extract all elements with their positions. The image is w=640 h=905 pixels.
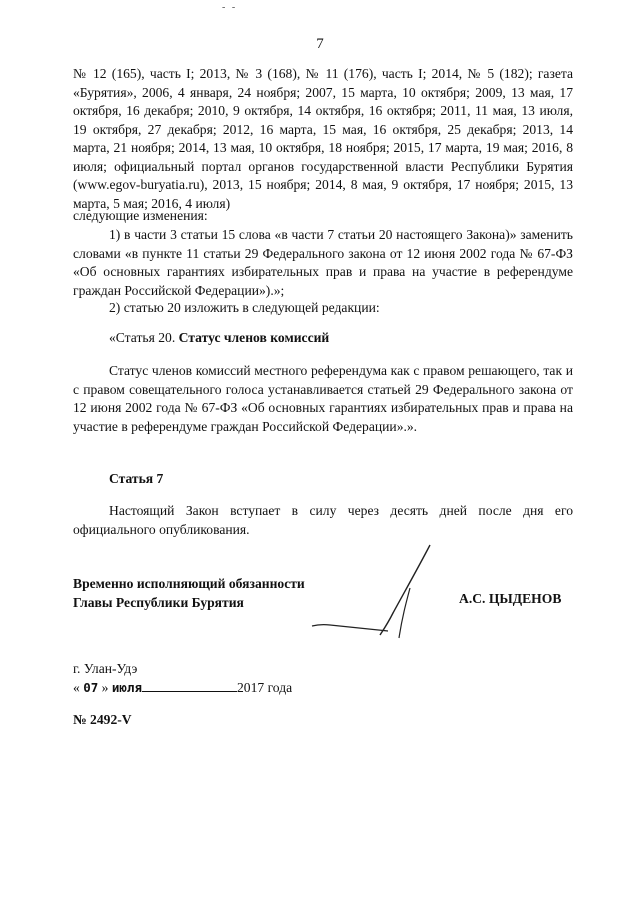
city: г. Улан-Удэ bbox=[73, 661, 138, 676]
article-20-heading bbox=[73, 329, 573, 348]
paragraph-changes-intro: следующие изменения: bbox=[73, 208, 208, 223]
document-number: № 2492-V bbox=[73, 712, 132, 727]
date-day: 07 bbox=[83, 680, 99, 695]
date-month: июля bbox=[111, 680, 142, 695]
paragraph-change-2: 2) статью 20 изложить в следующей редакции: bbox=[109, 300, 380, 315]
article-20-prefix: «Статья 20. bbox=[109, 330, 179, 345]
date-close-quote: » bbox=[101, 680, 109, 695]
signer-name: А.С. ЦЫДЕНОВ bbox=[459, 591, 562, 606]
paragraph-article-20-text: Статус членов комиссий местного референдума как с правом решающего, так и с правом совещательного голоса устанавливается статьей 29 Федерального закона от 12 июня 2002 года № 67-ФЗ «Об основных гарантиях избирательных прав и права на участие в референдуме граждан Российской Федерации».». bbox=[73, 363, 573, 434]
date-year: 2017 года bbox=[236, 680, 293, 695]
paragraph-sources: № 12 (165), часть I; 2013, № 3 (168), № 11 (176), часть I; 2014, № 5 (182); газета «Бурятия», 2006, 4 января, 24 ноября; 2007, 15 марта, 10 октября; 2009, 13 мая, 17 октября, 16 декабря; 2010, 9 октября, 14 октября, 16 октября; 2011, 11 мая, 13 июля, 19 октября, 27 декабря; 2012, 16 марта, 15 мая, 16 октября, 25 декабря; 2013, 14 марта, 21 ноября; 2014, 13 мая, 10 октября, 18 ноября; 2015, 17 марта, 19 мая; 2016, 8 июля; официальный портал органов государственной власти Республики Бурятия (www.egov-buryatia.ru), 2013, 15 ноября; 2014, 8 мая, 9 октября, 17 ноября; 2015, 13 марта, 5 мая; 2016, 4 июля) bbox=[73, 66, 573, 211]
paragraph-article-7-text: Настоящий Закон вступает в силу через десять дней после дня его официального опубликования. bbox=[73, 503, 573, 537]
date-open-quote: « bbox=[73, 680, 80, 695]
paragraph-change-1: 1) в части 3 статьи 15 слова «в части 7 статьи 20 настоящего Закона)» заменить словами «в пункте 11 статьи 29 Федерального закона от 12 июня 2002 года № 67-ФЗ «Об основных гарантиях избирательных прав и права на участие в референдуме граждан Российской Федерации»).»; bbox=[73, 227, 573, 298]
top-marks: - - bbox=[222, 2, 238, 13]
article-20-title: Статус членов комиссий bbox=[178, 330, 330, 345]
handwritten-signature bbox=[310, 543, 460, 643]
page-number: 7 bbox=[316, 36, 324, 52]
signer-position-line-1: Временно исполняющий обязанности bbox=[73, 576, 305, 591]
signing-date bbox=[73, 679, 292, 696]
article-7-heading: Статья 7 bbox=[109, 471, 164, 486]
date-underline bbox=[142, 679, 237, 692]
signer-position-line-2: Главы Республики Бурятия bbox=[73, 594, 244, 610]
